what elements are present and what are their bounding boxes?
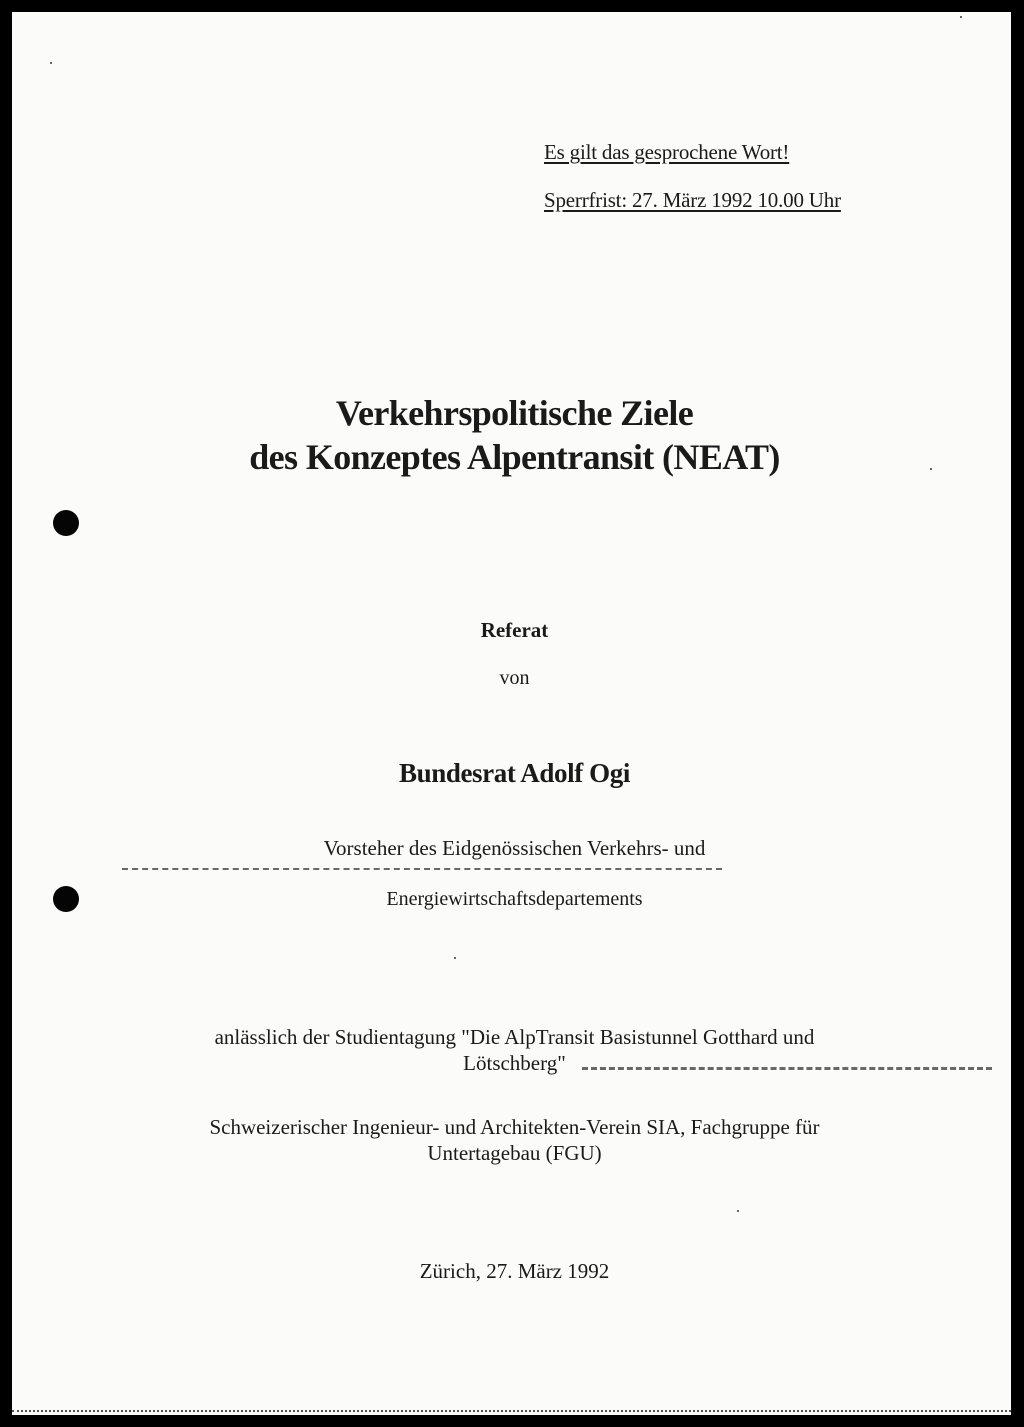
organizer-line-1: Schweizerischer Ingenieur- und Architekten-Verein SIA, Fachgruppe für xyxy=(209,1115,820,1139)
embargo-notice: Sperrfrist: 27. März 1992 10.00 Uhr xyxy=(544,188,841,212)
occasion-line-1: anlässlich der Studientagung "Die AlpTransit Basistunnel Gotthard und xyxy=(214,1025,815,1049)
scan-speck xyxy=(930,468,932,470)
speaker-name: Bundesrat Adolf Ogi xyxy=(399,758,630,788)
place-date: Zürich, 27. März 1992 xyxy=(419,1259,610,1283)
scan-bottom-edge xyxy=(12,1410,1011,1412)
occasion-line-2: Lötschberg" xyxy=(463,1051,566,1075)
document-page xyxy=(12,12,1011,1415)
scan-speck xyxy=(737,1210,739,1212)
title-line-2: des Konzeptes Alpentransit (NEAT) xyxy=(249,437,780,477)
title-line-1: Verkehrspolitische Ziele xyxy=(335,393,694,433)
spoken-word-note: Es gilt das gesprochene Wort! xyxy=(544,140,790,164)
scan-speck xyxy=(454,957,456,959)
scan-artifact-dashes xyxy=(582,1067,992,1070)
speech-type: Referat xyxy=(480,618,549,642)
speaker-role-line-2: Energiewirtschaftsdepartements xyxy=(386,888,643,910)
speech-by: von xyxy=(499,667,530,689)
scan-artifact-line xyxy=(122,868,722,870)
speaker-role-line-1: Vorsteher des Eidgenössischen Verkehrs- und xyxy=(323,836,706,860)
punch-hole-top xyxy=(53,510,79,536)
organizer-line-2: Untertagebau (FGU) xyxy=(427,1141,602,1165)
scan-speck xyxy=(50,62,52,64)
scan-speck xyxy=(960,16,962,18)
